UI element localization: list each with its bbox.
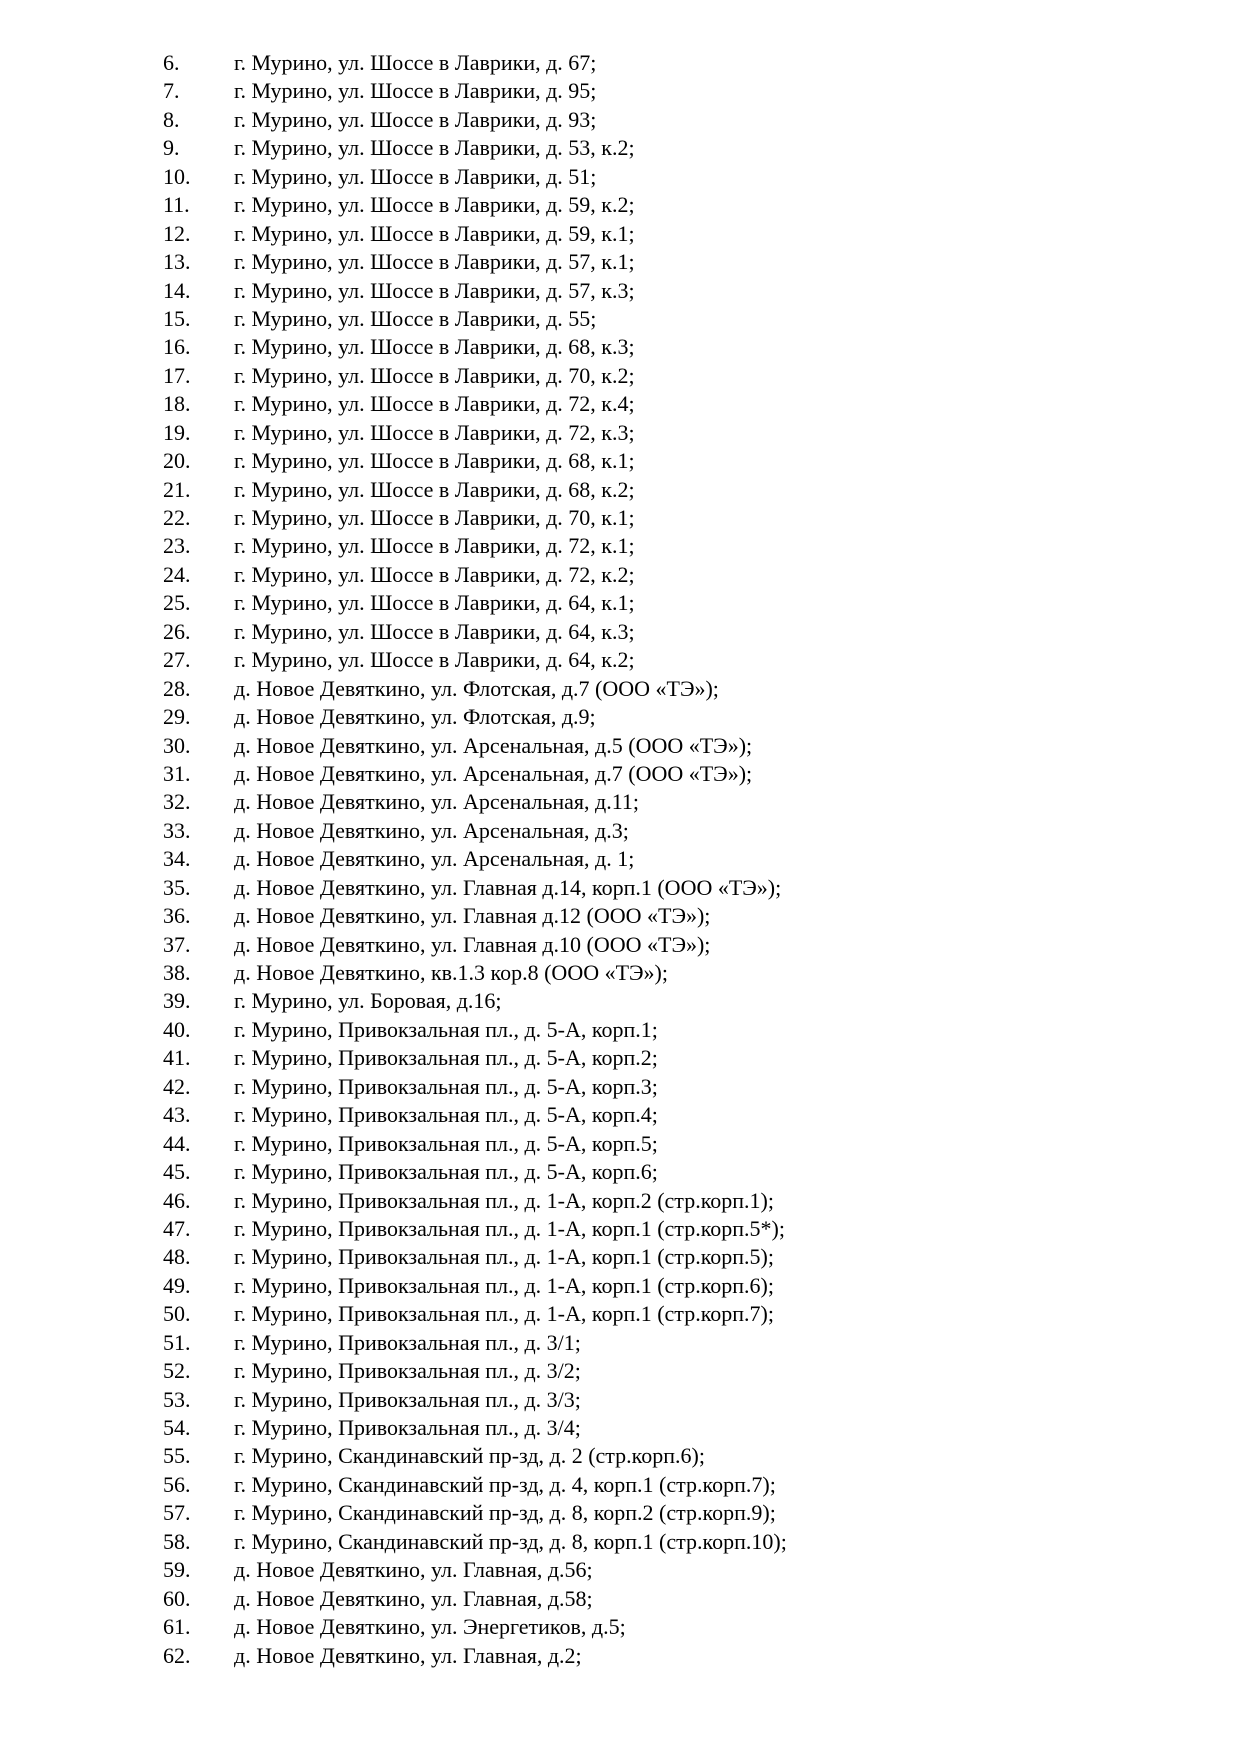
- item-number: 61.: [163, 1614, 191, 1640]
- item-number: 39.: [163, 988, 191, 1014]
- item-number: 13.: [163, 249, 191, 275]
- item-number: 54.: [163, 1415, 191, 1440]
- item-address: г. Мурино, Привокзальная пл., д. 1-А, корп.1 (стр.корп.5*);: [234, 1215, 785, 1241]
- item-address: г. Мурино, ул. Шоссе в Лаврики, д. 72, к.1;: [234, 533, 635, 559]
- item-number: 55.: [163, 1443, 191, 1469]
- item-address: г. Мурино, ул. Шоссе в Лаврики, д. 68, к.3;: [234, 334, 635, 360]
- item-number: 47.: [163, 1215, 191, 1241]
- item-address: д. Новое Девяткино, ул. Флотская, д.9;: [234, 704, 596, 730]
- item-address: г. Мурино, Привокзальная пл., д. 5-А, корп.1;: [234, 1016, 658, 1042]
- item-address: г. Мурино, ул. Шоссе в Лаврики, д. 59, к.2;: [234, 192, 635, 218]
- item-address: г. Мурино, ул. Шоссе в Лаврики, д. 70, к.2;: [234, 362, 635, 388]
- item-address: г. Мурино, ул. Шоссе в Лаврики, д. 64, к.2;: [234, 647, 635, 673]
- item-number: 46.: [163, 1187, 191, 1213]
- item-number: 53.: [163, 1386, 191, 1412]
- item-number: 62.: [163, 1642, 191, 1668]
- item-number: 57.: [163, 1500, 191, 1526]
- item-number: 23.: [163, 533, 191, 559]
- item-number: 15.: [163, 305, 191, 331]
- item-number: 19.: [163, 419, 191, 445]
- item-number: 40.: [163, 1016, 191, 1042]
- item-address: г. Мурино, Привокзальная пл., д. 5-А, корп.6;: [234, 1159, 658, 1185]
- item-number: 18.: [163, 391, 191, 417]
- item-address: д. Новое Девяткино, ул. Арсенальная, д.5 (ООО «ТЭ»);: [234, 732, 753, 758]
- item-number: 30.: [163, 732, 191, 758]
- item-address: г. Мурино, ул. Шоссе в Лаврики, д. 57, к.1;: [234, 249, 635, 275]
- item-number: 41.: [163, 1045, 191, 1071]
- item-address: г. Мурино, ул. Шоссе в Лаврики, д. 67;: [234, 50, 597, 75]
- item-number: 29.: [163, 704, 191, 730]
- item-address: д. Новое Девяткино, ул. Арсенальная, д.11;: [234, 789, 640, 815]
- item-address: г. Мурино, ул. Шоссе в Лаврики, д. 64, к.3;: [234, 618, 635, 644]
- item-address: г. Мурино, ул. Шоссе в Лаврики, д. 95;: [234, 78, 597, 104]
- item-number: 31.: [163, 760, 191, 786]
- item-address: г. Мурино, ул. Шоссе в Лаврики, д. 51;: [234, 163, 597, 189]
- item-number: 27.: [163, 647, 191, 673]
- item-address: г. Мурино, Привокзальная пл., д. 3/2;: [234, 1358, 581, 1384]
- item-number: 52.: [163, 1358, 191, 1384]
- item-number: 42.: [163, 1073, 191, 1099]
- item-address: д. Новое Девяткино, ул. Энергетиков, д.5;: [234, 1614, 626, 1640]
- item-number: 37.: [163, 931, 191, 957]
- item-number: 56.: [163, 1471, 191, 1497]
- item-address: г. Мурино, Привокзальная пл., д. 5-А, корп.2;: [234, 1045, 658, 1071]
- item-address: г. Мурино, ул. Шоссе в Лаврики, д. 93;: [234, 106, 597, 132]
- item-address: д. Новое Девяткино, ул. Арсенальная, д. 1;: [234, 846, 635, 872]
- item-number: 60.: [163, 1585, 191, 1611]
- item-number: 12.: [163, 220, 191, 246]
- item-number: 21.: [163, 476, 191, 502]
- item-number: 34.: [163, 846, 191, 872]
- item-address: г. Мурино, ул. Шоссе в Лаврики, д. 68, к.2;: [234, 476, 635, 502]
- item-number: 11.: [163, 192, 190, 218]
- item-number: 50.: [163, 1301, 191, 1327]
- item-address: г. Мурино, Привокзальная пл., д. 5-А, корп.4;: [234, 1102, 658, 1128]
- item-address: г. Мурино, ул. Шоссе в Лаврики, д. 57, к.3;: [234, 277, 635, 303]
- item-address: г. Мурино, Привокзальная пл., д. 1-А, корп.1 (стр.корп.5);: [234, 1244, 774, 1270]
- item-address: г. Мурино, ул. Шоссе в Лаврики, д. 70, к.1;: [234, 505, 635, 530]
- item-address: д. Новое Девяткино, ул. Главная д.12 (ООО «ТЭ»);: [234, 903, 711, 929]
- item-number: 9.: [163, 135, 180, 161]
- item-address: г. Мурино, Скандинавский пр-зд, д. 8, корп.1 (стр.корп.10);: [234, 1528, 787, 1554]
- item-number: 58.: [163, 1528, 191, 1554]
- item-address: г. Мурино, Привокзальная пл., д. 3/4;: [234, 1415, 581, 1440]
- item-address: г. Мурино, ул. Шоссе в Лаврики, д. 59, к.1;: [234, 220, 635, 246]
- item-number: 32.: [163, 789, 191, 815]
- item-number: 8.: [163, 106, 180, 132]
- item-number: 7.: [163, 78, 180, 104]
- item-number: 38.: [163, 960, 191, 985]
- item-address: г. Мурино, Скандинавский пр-зд, д. 2 (стр.корп.6);: [234, 1443, 705, 1469]
- item-address: г. Мурино, Привокзальная пл., д. 1-А, корп.1 (стр.корп.7);: [234, 1301, 774, 1327]
- item-address: д. Новое Девяткино, ул. Главная, д.2;: [234, 1642, 582, 1668]
- item-number: 26.: [163, 618, 191, 644]
- item-number: 14.: [163, 277, 191, 303]
- item-address: г. Мурино, Привокзальная пл., д. 1-А, корп.2 (стр.корп.1);: [234, 1187, 774, 1213]
- item-number: 6.: [163, 50, 180, 75]
- item-number: 25.: [163, 590, 191, 616]
- item-number: 45.: [163, 1159, 191, 1185]
- item-address: д. Новое Девяткино, ул. Главная д.14, корп.1 (ООО «ТЭ»);: [234, 874, 782, 900]
- item-address: г. Мурино, Скандинавский пр-зд, д. 4, корп.1 (стр.корп.7);: [234, 1471, 776, 1497]
- item-address: г. Мурино, ул. Шоссе в Лаврики, д. 68, к.1;: [234, 448, 635, 474]
- item-number: 22.: [163, 505, 191, 530]
- item-address: г. Мурино, Привокзальная пл., д. 3/1;: [234, 1329, 581, 1355]
- item-address: г. Мурино, Привокзальная пл., д. 1-А, корп.1 (стр.корп.6);: [234, 1272, 774, 1298]
- item-address: д. Новое Девяткино, ул. Главная д.10 (ООО «ТЭ»);: [234, 931, 711, 957]
- item-number: 36.: [163, 903, 191, 929]
- item-address: г. Мурино, Привокзальная пл., д. 5-А, корп.3;: [234, 1073, 658, 1099]
- item-address: г. Мурино, ул. Шоссе в Лаврики, д. 53, к.2;: [234, 135, 635, 161]
- item-number: 20.: [163, 448, 191, 474]
- item-number: 59.: [163, 1557, 191, 1583]
- item-address: д. Новое Девяткино, ул. Арсенальная, д.7 (ООО «ТЭ»);: [234, 760, 753, 786]
- item-address: д. Новое Девяткино, кв.1.3 кор.8 (ООО «ТЭ»);: [234, 960, 668, 985]
- item-number: 28.: [163, 675, 191, 701]
- item-number: 17.: [163, 362, 191, 388]
- item-address: г. Мурино, ул. Шоссе в Лаврики, д. 72, к.3;: [234, 419, 635, 445]
- item-address: г. Мурино, ул. Шоссе в Лаврики, д. 72, к.2;: [234, 561, 635, 587]
- item-number: 10.: [163, 163, 191, 189]
- item-number: 33.: [163, 817, 191, 843]
- item-address: д. Новое Девяткино, ул. Главная, д.58;: [234, 1585, 593, 1611]
- item-number: 43.: [163, 1102, 191, 1128]
- item-address: г. Мурино, ул. Шоссе в Лаврики, д. 55;: [234, 305, 597, 331]
- item-number: 44.: [163, 1130, 191, 1156]
- item-address: д. Новое Девяткино, ул. Главная, д.56;: [234, 1557, 593, 1583]
- item-number: 49.: [163, 1272, 191, 1298]
- item-address: г. Мурино, ул. Боровая, д.16;: [234, 988, 502, 1014]
- item-address: г. Мурино, Привокзальная пл., д. 5-А, корп.5;: [234, 1130, 658, 1156]
- item-address: г. Мурино, ул. Шоссе в Лаврики, д. 72, к.4;: [234, 391, 635, 417]
- item-number: 51.: [163, 1329, 191, 1355]
- item-number: 48.: [163, 1244, 191, 1270]
- item-address: г. Мурино, ул. Шоссе в Лаврики, д. 64, к.1;: [234, 590, 635, 616]
- item-address: д. Новое Девяткино, ул. Арсенальная, д.3;: [234, 817, 629, 843]
- item-number: 24.: [163, 561, 191, 587]
- item-address: д. Новое Девяткино, ул. Флотская, д.7 (ООО «ТЭ»);: [234, 675, 719, 701]
- item-number: 16.: [163, 334, 191, 360]
- item-number: 35.: [163, 874, 191, 900]
- item-address: г. Мурино, Скандинавский пр-зд, д. 8, корп.2 (стр.корп.9);: [234, 1500, 776, 1526]
- item-address: г. Мурино, Привокзальная пл., д. 3/3;: [234, 1386, 581, 1412]
